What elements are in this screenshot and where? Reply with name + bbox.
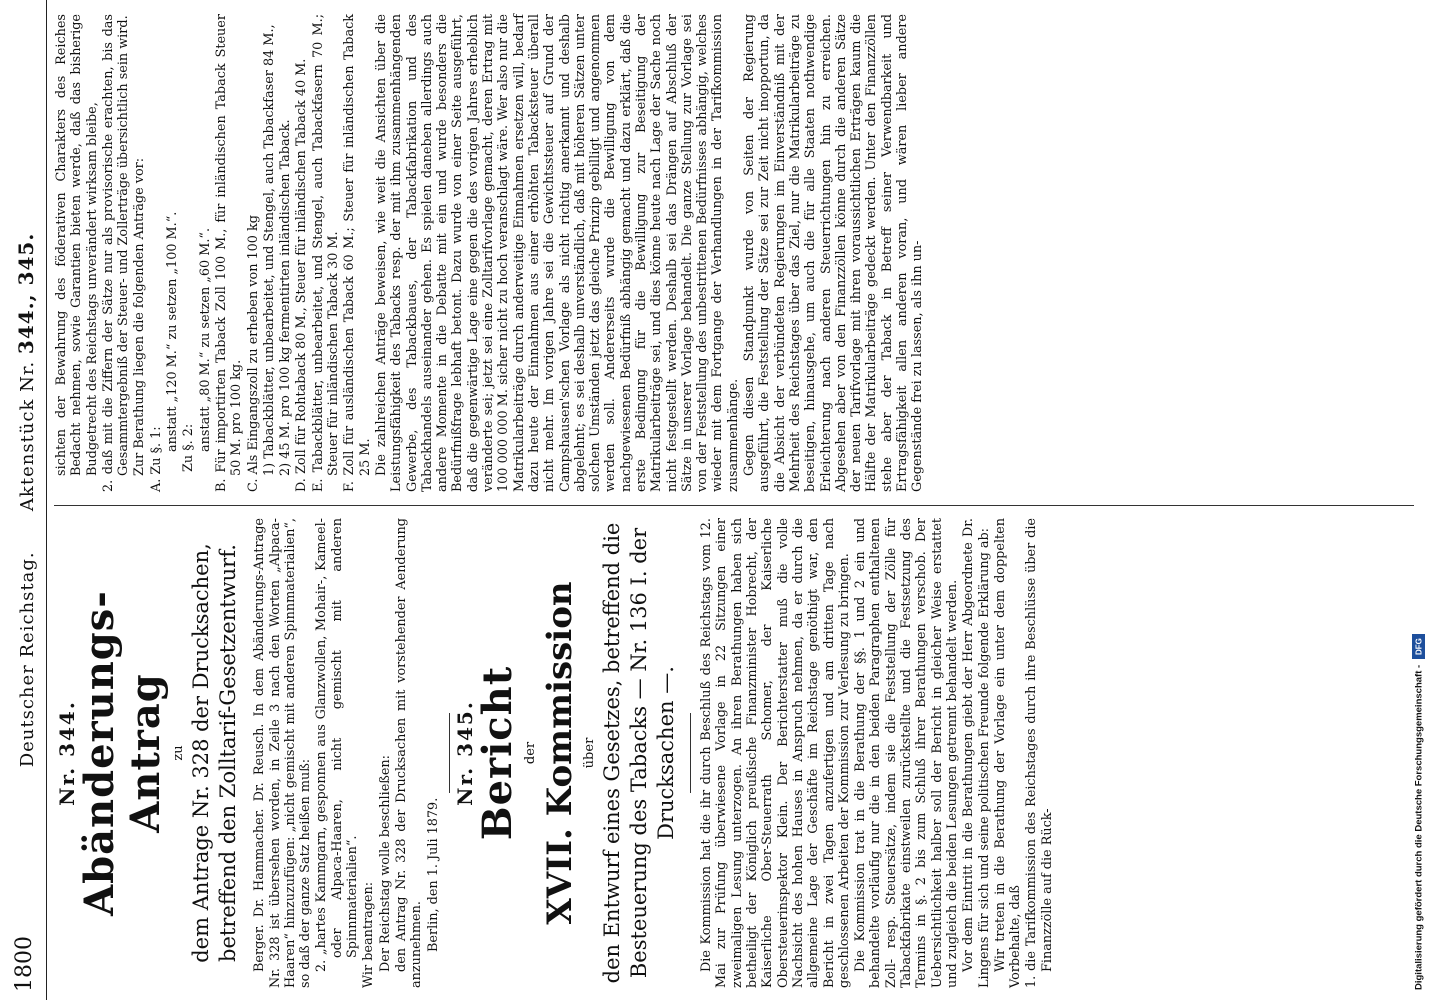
column-rule: [54, 505, 1414, 506]
paragraph: Zur Berathung liegen die folgenden Anträge vor:: [132, 157, 148, 476]
divider: [449, 713, 450, 793]
paragraph: F. Zoll für ausländischen Taback 60 M.; Steuer für inländischen Taback 25 M.: [342, 14, 373, 492]
title-der: der: [523, 741, 539, 765]
dateline: Berlin, den 1. Juli 1879.: [425, 797, 441, 952]
paragraph: E. Tabackblätter, unbearbeitet, und Stengel, auch Tabackfasern 70 M.; Steuer für inländischen Taback 30 M.: [310, 14, 342, 492]
paragraph: Zu §. 2:: [181, 423, 197, 472]
paragraph: 2) 45 M. pro 100 kg fermentirten inländischen Taback.: [278, 119, 294, 476]
title-kommission: XVII. Kommission: [540, 581, 581, 925]
title-ueber: über: [582, 737, 598, 769]
paragraph: 1. die Tarifkommission des Reichstages durch ihre Beschlüsse über die Finanzzölle auf die Rück-: [1024, 518, 1055, 988]
paragraph: Vor dem Eintritt in die Berathungen giebt der Herr Abgeordnete Dr. Lingens für sich und seine politischen Freunde folgende Erklärung ab:: [961, 518, 992, 988]
title-zu: zu: [171, 745, 187, 761]
paragraph: 1) Tabackblätter, unbearbeitet, und Stengel, auch Tabackfaser 84 M.,: [261, 24, 277, 476]
paragraph: sichten der Bewahrung des föderativen Charakters des Reiches Bedacht nehmen, sowie Garantien bieten werde, daß das bisherige Budgetrecht des Reichstags unverändert wirksam bleibe,: [54, 14, 100, 476]
header-right: Aktenstück Nr.: [17, 360, 38, 512]
paragraph: Wir beantragen:: [361, 881, 377, 988]
page-number: 1800: [12, 936, 37, 992]
paragraph: 2. „hartes Kammgarn, gesponnen aus Glanzwollen, Mohair-, Kameel- oder Alpaca-Haaren, nicht gemischt mit anderen Spinnmaterialien“.: [314, 518, 361, 972]
section-number-344: Nr. 344.: [55, 700, 79, 806]
title-bericht: Bericht: [474, 665, 522, 841]
left-column: [54, 518, 1056, 988]
paragraph: anstatt „120 M.“ zu setzen „100 M.“.: [165, 211, 181, 452]
paragraph: Der Reichstag wolle beschließen:: [377, 755, 393, 972]
paragraph: Die Kommission trat in die Berathung der §§. 1 und 2 ein und behandelte vorläufig nur die in den beiden Paragraphen enthaltenen Zoll- resp. Steuersätze, indem sie die Feststellung der Zölle für Tabackfabrikate einstweilen zurückstellte und die Festsetzung des Termins in §. 2 bis zum Schluß ihrer Berathungen verschob. Der Uebersichtlichkeit halber soll der Bericht in gleicher Weise erstattet und zugleich die beiden Lesungen getrennt behandelt werden.: [853, 518, 960, 988]
running-header: [6, 0, 47, 1000]
right-column: [54, 14, 927, 492]
divider: [690, 713, 691, 793]
subtitle-345: den Entwurf eines Gesetzes, betreffend die Besteuerung des Tabacks — Nr. 136 I. der Drucksachen —.: [600, 522, 679, 984]
paragraph: anstatt „80 M.“ zu setzen „60 M.“.: [197, 227, 213, 452]
header-numbers: 344., 345.: [14, 232, 38, 355]
header-title: [14, 0, 38, 1000]
subtitle-344: dem Antrage Nr. 328 der Drucksachen, betreffend den Zolltarif-Gesetzentwurf.: [189, 543, 241, 963]
digitization-credit: [1408, 10, 1430, 990]
paragraph: 2. daß mit die Ziffern der Sätze nur als provisorische erachten, bis das Gesammtergebniß der Steuer- und Zollerträge übersichtlich sein wird.: [100, 14, 132, 492]
paragraph: Die zahlreichen Anträge beweisen, wie weit die Ansichten über die Leistungsfähigkeit des Tabacks resp. der mit ihm zusammenhängenden Gewerbe, des Tabackbaues, der Tabackfabrikation und des Tabackhandels auseinander gehen. Es spielen daneben allerdings auch andere Momente in die Debatte mit ein und wurde besonders die Bedürfnißfrage lebhaft betont. Dazu wurde von einer Seite ausgeführt, daß die gegenwärtige Lage eine gegen die des vorigen Jahres erheblich veränderte sei; jetzt sei eine Zolltarifvorlage gemacht, deren Ertrag mit 100 000 000 M. sicher nicht zu hoch veranschlagt wäre. Wer also nur die Matrikularbeiträge durch anderweitige Einnahmen ersetzen will, bedarf dazu heute der Einnahmen aus einer erhöhten Tabacksteuer überall nicht mehr. Im vorigen Jahre sei die Gewichtssteuer auf Grund der Campshausen'schen Vorlage als nicht richtig anerkannt und deshalb abgelehnt; es sei deshalb unverständlich, daß mit höheren Sätzen unter solchen Umständen jetzt das gleiche Prinzip gebilligt und angenommen werden soll. Andererseits wurde die Bewilligung von dem nachgewiesenen Bedürfniß abhängig gemacht und dazu erklärt, daß die erste Bedingung für die Bewilligung zur Beseitigung der Matrikularbeiträge sei, und dies könne heute nach Lage der Sache noch nicht festgestellt werden. Deshalb sei das Drängen auf Abschluß der Sätze in unserer Vorlage behandelt. Die ganze Stellung zur Vorlage sei von der Feststellung des unbestrittenen Bedürfnisses abhängig, welches wieder mit dem Fortgange der Verhandlungen in der Tarifkommission zusammenhänge.: [373, 14, 741, 492]
paragraph: Die Kommission hat die ihr durch Beschluß des Reichstags vom 12. Mai zur Prüfung überwiesene Vorlage in 22 Sitzungen einer zweimaligen Lesung unterzogen. An ihren Berathungen haben sich betheiligt der Königlich preußische Finanzminister Hobrecht, der Kaiserliche Ober-Steuerrath Schomer, der Kaiserliche Obersteuerinspektor Klein. Der Berichterstatter muß die volle Nachsicht des hohen Hauses in Anspruch nehmen, da er durch die allgemeine Lage der Geschäfte im Reichstage genöthigt war, den Bericht in zwei Tagen anzufertigen und am dritten Tage nach geschlossenen Arbeiten der Kommission zur Verlesung zu bringen.: [699, 518, 852, 988]
dfg-logo: DFG: [1413, 634, 1426, 659]
paragraph: A. Zu §. 1:: [148, 426, 164, 492]
paragraph: Berger. Dr. Hammacher. Dr. Reusch. In dem Abänderungs-Antrage Nr. 328 ist übersehen worden, in Zeile 3 nach den Worten „Alpaca-Haaren“ hinzuzufügen: „nicht gemischt mit anderen Spinnmaterialien“, so daß der ganze Satz heißen muß:: [252, 518, 314, 988]
paragraph: C. Als Eingangszoll zu erheben von 100 kg: [245, 215, 261, 492]
section-number-345: Nr. 345.: [452, 700, 477, 806]
paragraph: Gegen diesen Standpunkt wurde von Seiten der Regierung ausgeführt, die Feststellung der Sätze sei zur Zeit nicht inopportun, da die Absicht der verbündeten Regierungen im Einverständniß mit der Mehrheit des Reichstages über das Ziel, nur die Matrikularbeiträge zu beseitigen, hinausgehe, um auch die für alle Staaten nothwendige Erleichterung nach anderen Steuerrichtungen hin zu erreichen. Abgesehen aber von den Finanzzöllen könne durch die anderen Sätze der neuen Tarifvorlage mit ihren voraussichtlichen Erträgen kaum die Hälfte der Matrikularbeiträge gedeckt werden. Unter den Finanzzöllen stehe aber der Taback in Betreff seiner Verwendbarkeit und Ertragsfähigkeit allen anderen voran, und wären lieber andere Gegenstände frei zu lassen, als ihn un-: [742, 14, 926, 492]
credit-text: Digitalisierung gefördert durch die Deutsche Forschungsgemeinschaft -: [1413, 664, 1425, 990]
paragraph: D. Zoll für Rohtaback 80 M., Steuer für inländischen Taback 40 M.: [294, 58, 310, 492]
title-abaenderungs-antrag: Abänderungs-Antrag: [76, 590, 170, 916]
paragraph: Wir treten in die Berathung der Vorlage ein unter dem doppelten Vorbehalte, daß: [992, 518, 1024, 988]
paragraph: B. Für importirten Taback Zoll 100 M., für inländischen Taback Steuer 50 M. pro 100 kg.: [213, 14, 245, 492]
header-left: Deutscher Reichstag.: [17, 551, 38, 768]
paragraph: den Antrag Nr. 328 der Drucksachen mit vorstehender Aenderung anzunehmen.: [393, 518, 425, 988]
